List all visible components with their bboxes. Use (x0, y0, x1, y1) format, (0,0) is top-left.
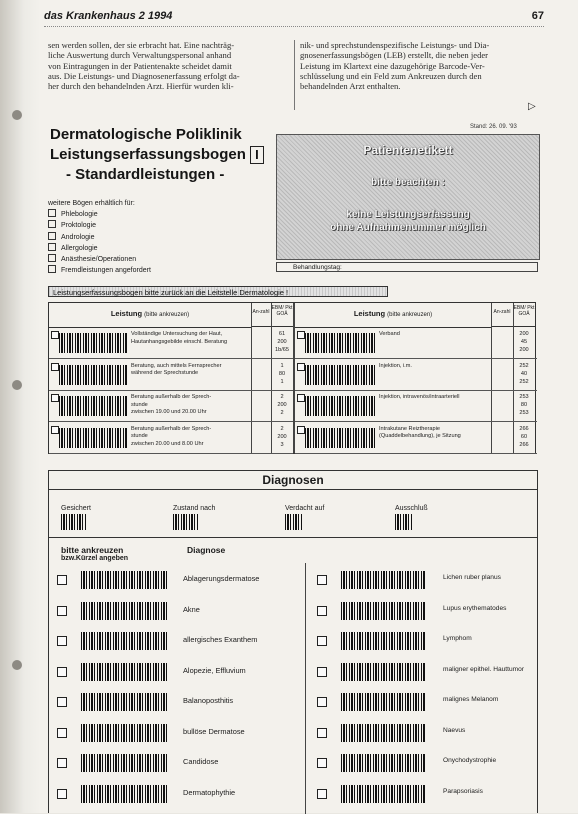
barcode (305, 333, 375, 353)
service-checkbox[interactable] (297, 394, 305, 402)
patient-label-note: bitte beachten : (371, 177, 445, 188)
diagnosis-label: malignes Melanom (443, 696, 499, 703)
barcode (81, 693, 169, 711)
check-column-subheader: bzw.Kürzel angeben (61, 555, 129, 562)
service-codes (513, 393, 535, 417)
other-form-label: Proktologie (61, 222, 97, 230)
barcode (61, 514, 87, 530)
diagnosis-label: Candidose (183, 757, 219, 766)
diagnosis-checkbox[interactable] (57, 606, 67, 616)
service-code: 3 (280, 441, 284, 448)
return-banner: Leistungserfassungsbogen bitte zurück an die Leitstelle Dermatologie ! (48, 286, 388, 297)
intro-line: nik- und sprechstundenspezifische Leistungs- und Dia- (300, 40, 490, 50)
barcode (173, 514, 199, 530)
service-text-line: Beratung außerhalb der Sprech- (131, 425, 212, 432)
services-header-text: Leistung (110, 309, 143, 318)
page-header (44, 10, 544, 27)
service-text-line: Verband (379, 331, 400, 337)
other-forms (48, 198, 151, 276)
barcode (395, 514, 413, 530)
barcode (341, 571, 425, 589)
patient-label-warning-2: ohne Aufnahmenummer möglich (330, 222, 486, 233)
other-form-label: Allergologie (61, 244, 98, 252)
other-form-label: Fremdleistungen angefordert (61, 267, 151, 275)
service-text (379, 363, 489, 371)
ebm-header-right: EBM/ Pkt GOÄ (513, 303, 535, 327)
service-checkbox[interactable] (297, 426, 305, 434)
service-text (379, 394, 489, 402)
binder-edge (0, 0, 40, 813)
service-code: 1b/65 (275, 347, 289, 353)
diagnosis-label: Akne (183, 604, 200, 614)
service-code: 266 (519, 425, 529, 432)
services-table (48, 302, 536, 454)
service-text-line: (Quaddelbehandlung), je Sitzung (379, 433, 461, 439)
count-header-right: An-zahl (491, 303, 513, 327)
service-text (131, 363, 251, 378)
service-code: 200 (519, 347, 529, 353)
form-title-2-text: Leistungserfassungsbogen (50, 146, 246, 163)
barcode (81, 632, 169, 650)
barcode (59, 396, 127, 416)
other-form-label: Phlebologie (61, 211, 98, 219)
diagnosis-label: bullöse Dermatose (183, 726, 245, 736)
service-codes (271, 362, 293, 386)
ebm-header-left: EBM/ Pkt GOÄ (271, 303, 293, 327)
diagnosis-label: Lichen ruber planus (443, 574, 501, 581)
service-code: 253 (519, 410, 529, 416)
diagnosis-label: Ablagerungsdermatose (183, 574, 260, 583)
diagnosis-checkbox[interactable] (57, 636, 67, 646)
treatment-date-label: Behandlungstag: (293, 264, 342, 271)
diagnosis-checkbox[interactable] (57, 697, 67, 707)
diagnoses-title: Diagnosen (262, 473, 324, 487)
diagnosis-modifier[interactable] (61, 505, 91, 530)
services-header-hint: (bitte ankreuzen) (144, 312, 190, 318)
punch-hole (12, 380, 22, 390)
stand-date: Stand: 26. 09. '93 (470, 124, 517, 130)
diagnosis-modifier[interactable] (285, 505, 324, 530)
service-checkbox[interactable] (297, 363, 305, 371)
services-header-hint: (bitte ankreuzen) (387, 312, 433, 318)
service-text-line: während der Sprechstunde (131, 370, 199, 376)
service-code: 1 (280, 378, 284, 385)
checkbox[interactable] (48, 254, 56, 262)
service-codes (513, 362, 535, 386)
service-codes (271, 393, 293, 417)
other-form-label: Andrologie (61, 233, 95, 241)
service-code: 200 (277, 402, 287, 408)
services-header-text: Leistung (353, 309, 386, 318)
count-header-left: An-zahl (251, 303, 271, 327)
modifier-label: Gesichert (61, 505, 91, 512)
service-code: 2 (280, 425, 284, 432)
service-text (379, 331, 489, 339)
service-code: 2 (280, 410, 284, 416)
column-divider (294, 40, 295, 110)
service-code: 200 (277, 339, 287, 345)
magazine-title: das Krankenhaus 2 1994 (44, 10, 173, 22)
diagnosis-checkbox[interactable] (317, 667, 327, 677)
other-form-item[interactable] (48, 209, 151, 220)
barcode (341, 632, 425, 650)
intro-line: aus. Die Leistungs- und Diagnosenerfassung erfolgt da- (48, 70, 240, 81)
barcode (341, 724, 425, 742)
diagnosis-checkbox[interactable] (317, 575, 327, 585)
barcode (81, 754, 169, 772)
punch-hole (12, 110, 22, 120)
service-code: 266 (519, 441, 529, 448)
service-text-line: Beratung, auch mittels Fernsprecher (131, 362, 222, 369)
service-text-line: Injektion, i.m. (379, 362, 412, 369)
diagnosis-label: maligner epithel. Hauttumor (443, 665, 524, 673)
column-divider (305, 563, 306, 814)
continue-arrow-icon: ▷ (528, 101, 536, 112)
service-text-line: Intrakutane Reiztherapie (379, 425, 440, 432)
service-text-line: stunde (131, 401, 148, 408)
services-header-right (295, 303, 491, 328)
service-checkbox[interactable] (297, 331, 305, 339)
intro-left-column (48, 40, 240, 91)
diagnosis-label: Balanoposthitis (183, 696, 234, 705)
service-code: 252 (519, 362, 529, 369)
service-checkbox[interactable] (51, 426, 59, 434)
service-checkbox[interactable] (51, 363, 59, 371)
service-text (379, 426, 489, 441)
service-text (131, 394, 251, 417)
other-form-item[interactable] (48, 243, 151, 254)
barcode (59, 428, 127, 448)
service-text-line: zwischen 19.00 und 20.00 Uhr (131, 409, 207, 415)
barcode (81, 602, 169, 620)
diagnosis-checkbox[interactable] (317, 636, 327, 646)
punch-hole (12, 660, 22, 670)
other-form-item[interactable] (48, 232, 151, 243)
diagnosis-checkbox[interactable] (57, 789, 67, 799)
barcode (341, 693, 425, 711)
barcode (341, 754, 425, 772)
barcode (341, 663, 425, 681)
patient-label-warning-1: keine Leistungserfassung (346, 209, 470, 220)
page-number: 67 (531, 10, 544, 22)
intro-line: von Eintragungen in der Patientenakte scheidet damit (48, 60, 232, 71)
diagnosis-label: Alopezie, Effluvium (183, 665, 246, 675)
checkbox[interactable] (48, 220, 56, 228)
service-text-line: Beratung außerhalb der Sprech- (131, 394, 212, 400)
intro-line: behandelnden Arzt enthalten. (300, 81, 401, 92)
divider (49, 489, 537, 490)
service-codes (513, 425, 535, 449)
service-code: 60 (520, 433, 528, 440)
barcode (59, 365, 127, 385)
checkbox[interactable] (48, 265, 56, 273)
service-code: 80 (278, 370, 286, 377)
checkbox[interactable] (48, 243, 56, 251)
diagnosis-checkbox[interactable] (317, 606, 327, 616)
diagnosis-checkbox[interactable] (317, 789, 327, 799)
service-checkbox[interactable] (51, 331, 59, 339)
patient-label-box[interactable] (276, 134, 540, 260)
intro-line: liche Auswertung durch Verwaltungspersonal anhand (48, 50, 232, 61)
patient-label-title: Patientenetikett (363, 143, 453, 157)
diagnosis-checkbox[interactable] (57, 728, 67, 738)
diagnosis-modifier[interactable] (173, 505, 215, 530)
service-code: 253 (519, 394, 529, 400)
other-forms-heading: weitere Bögen erhältlich für: (48, 200, 135, 207)
diagnosis-checkbox[interactable] (57, 758, 67, 768)
barcode (285, 514, 303, 530)
barcode (305, 428, 375, 448)
service-code: 200 (277, 433, 287, 440)
other-form-label: Anästhesie/Operationen (61, 256, 137, 264)
diagnosis-label: allergisches Exanthem (183, 635, 258, 644)
checkbox[interactable] (48, 232, 56, 240)
service-text-line: Hautanhangsgebilde einschl. Beratung (131, 338, 228, 345)
service-code: 252 (519, 378, 529, 385)
other-form-item[interactable] (48, 265, 151, 276)
service-code: 2 (280, 394, 284, 400)
service-text-line: Vollständige Untersuchung der Haut, (131, 331, 223, 337)
barcode (341, 785, 425, 803)
diagnosis-label: Onychodystrophie (443, 757, 497, 764)
service-codes (271, 330, 293, 354)
diagnosis-label: Lupus erythematodes (443, 604, 507, 612)
treatment-date-field[interactable] (276, 262, 538, 272)
other-form-item[interactable] (48, 220, 151, 231)
modifier-label: Verdacht auf (285, 505, 325, 512)
form-title-1: Dermatologische Poliklinik (50, 126, 242, 143)
intro-line: her durch den behandelnden Arzt. Hierfür wurden kli- (48, 81, 234, 92)
intro-line: sen werden sollen, der sie erbracht hat. Eine nachträg- (48, 40, 235, 50)
intro-line: schlüsselung und ein Feld zum Ankreuzen durch den (300, 70, 482, 81)
barcode (81, 663, 169, 681)
barcode (305, 365, 375, 385)
diagnosis-label: Naevus (443, 726, 466, 734)
diagnosis-label: Lymphom (443, 635, 472, 642)
service-code: 40 (520, 370, 528, 377)
modifier-label: Ausschluß (395, 505, 428, 512)
form-title-2 (50, 146, 264, 164)
service-text (131, 426, 251, 449)
service-code: 80 (520, 402, 528, 408)
services-header-left (49, 303, 251, 328)
service-text (131, 331, 251, 346)
service-codes (513, 330, 535, 354)
check-column-header: bitte ankreuzen (61, 545, 124, 555)
diagnosis-checkbox[interactable] (57, 575, 67, 585)
checkbox[interactable] (48, 209, 56, 217)
barcode (81, 785, 169, 803)
form-number-box: I (250, 146, 264, 164)
diagnosis-checkbox[interactable] (317, 697, 327, 707)
diagnosis-checkbox[interactable] (57, 667, 67, 677)
modifier-label: Zustand nach (173, 505, 216, 512)
divider (49, 537, 537, 538)
diagnosis-modifier[interactable] (395, 505, 428, 530)
service-text-line: zwischen 20.00 und 8.00 Uhr (131, 440, 204, 447)
diagnosis-column-header: Diagnose (187, 545, 226, 555)
diagnoses-table (48, 470, 538, 813)
intro-line: gnosenerfassungsbögen (LEB) erstellt, die neben jeder (300, 50, 489, 61)
service-code: 1 (280, 362, 284, 369)
diagnosis-label: Parapsoriasis (443, 787, 483, 795)
intro-line: Leistung im Klartext eine dazugehörige Barcode-Ver- (300, 60, 485, 71)
service-code: 200 (519, 331, 529, 337)
other-form-item[interactable] (48, 254, 151, 265)
service-checkbox[interactable] (51, 394, 59, 402)
service-text-line: Injektion, intravenös/intraarteriell (379, 394, 460, 400)
barcode (81, 724, 169, 742)
service-codes (271, 425, 293, 449)
barcode (81, 571, 169, 589)
service-code: 61 (278, 331, 286, 337)
barcode (341, 602, 425, 620)
service-code: 45 (520, 339, 528, 345)
intro-right-column (300, 40, 489, 91)
barcode (305, 396, 375, 416)
service-text-line: stunde (131, 433, 148, 439)
form-title-3: - Standardleistungen - (66, 166, 225, 183)
diagnosis-checkbox[interactable] (317, 758, 327, 768)
barcode (59, 333, 127, 353)
diagnosis-checkbox[interactable] (317, 728, 327, 738)
diagnosis-label: Dermatophythie (183, 787, 236, 797)
